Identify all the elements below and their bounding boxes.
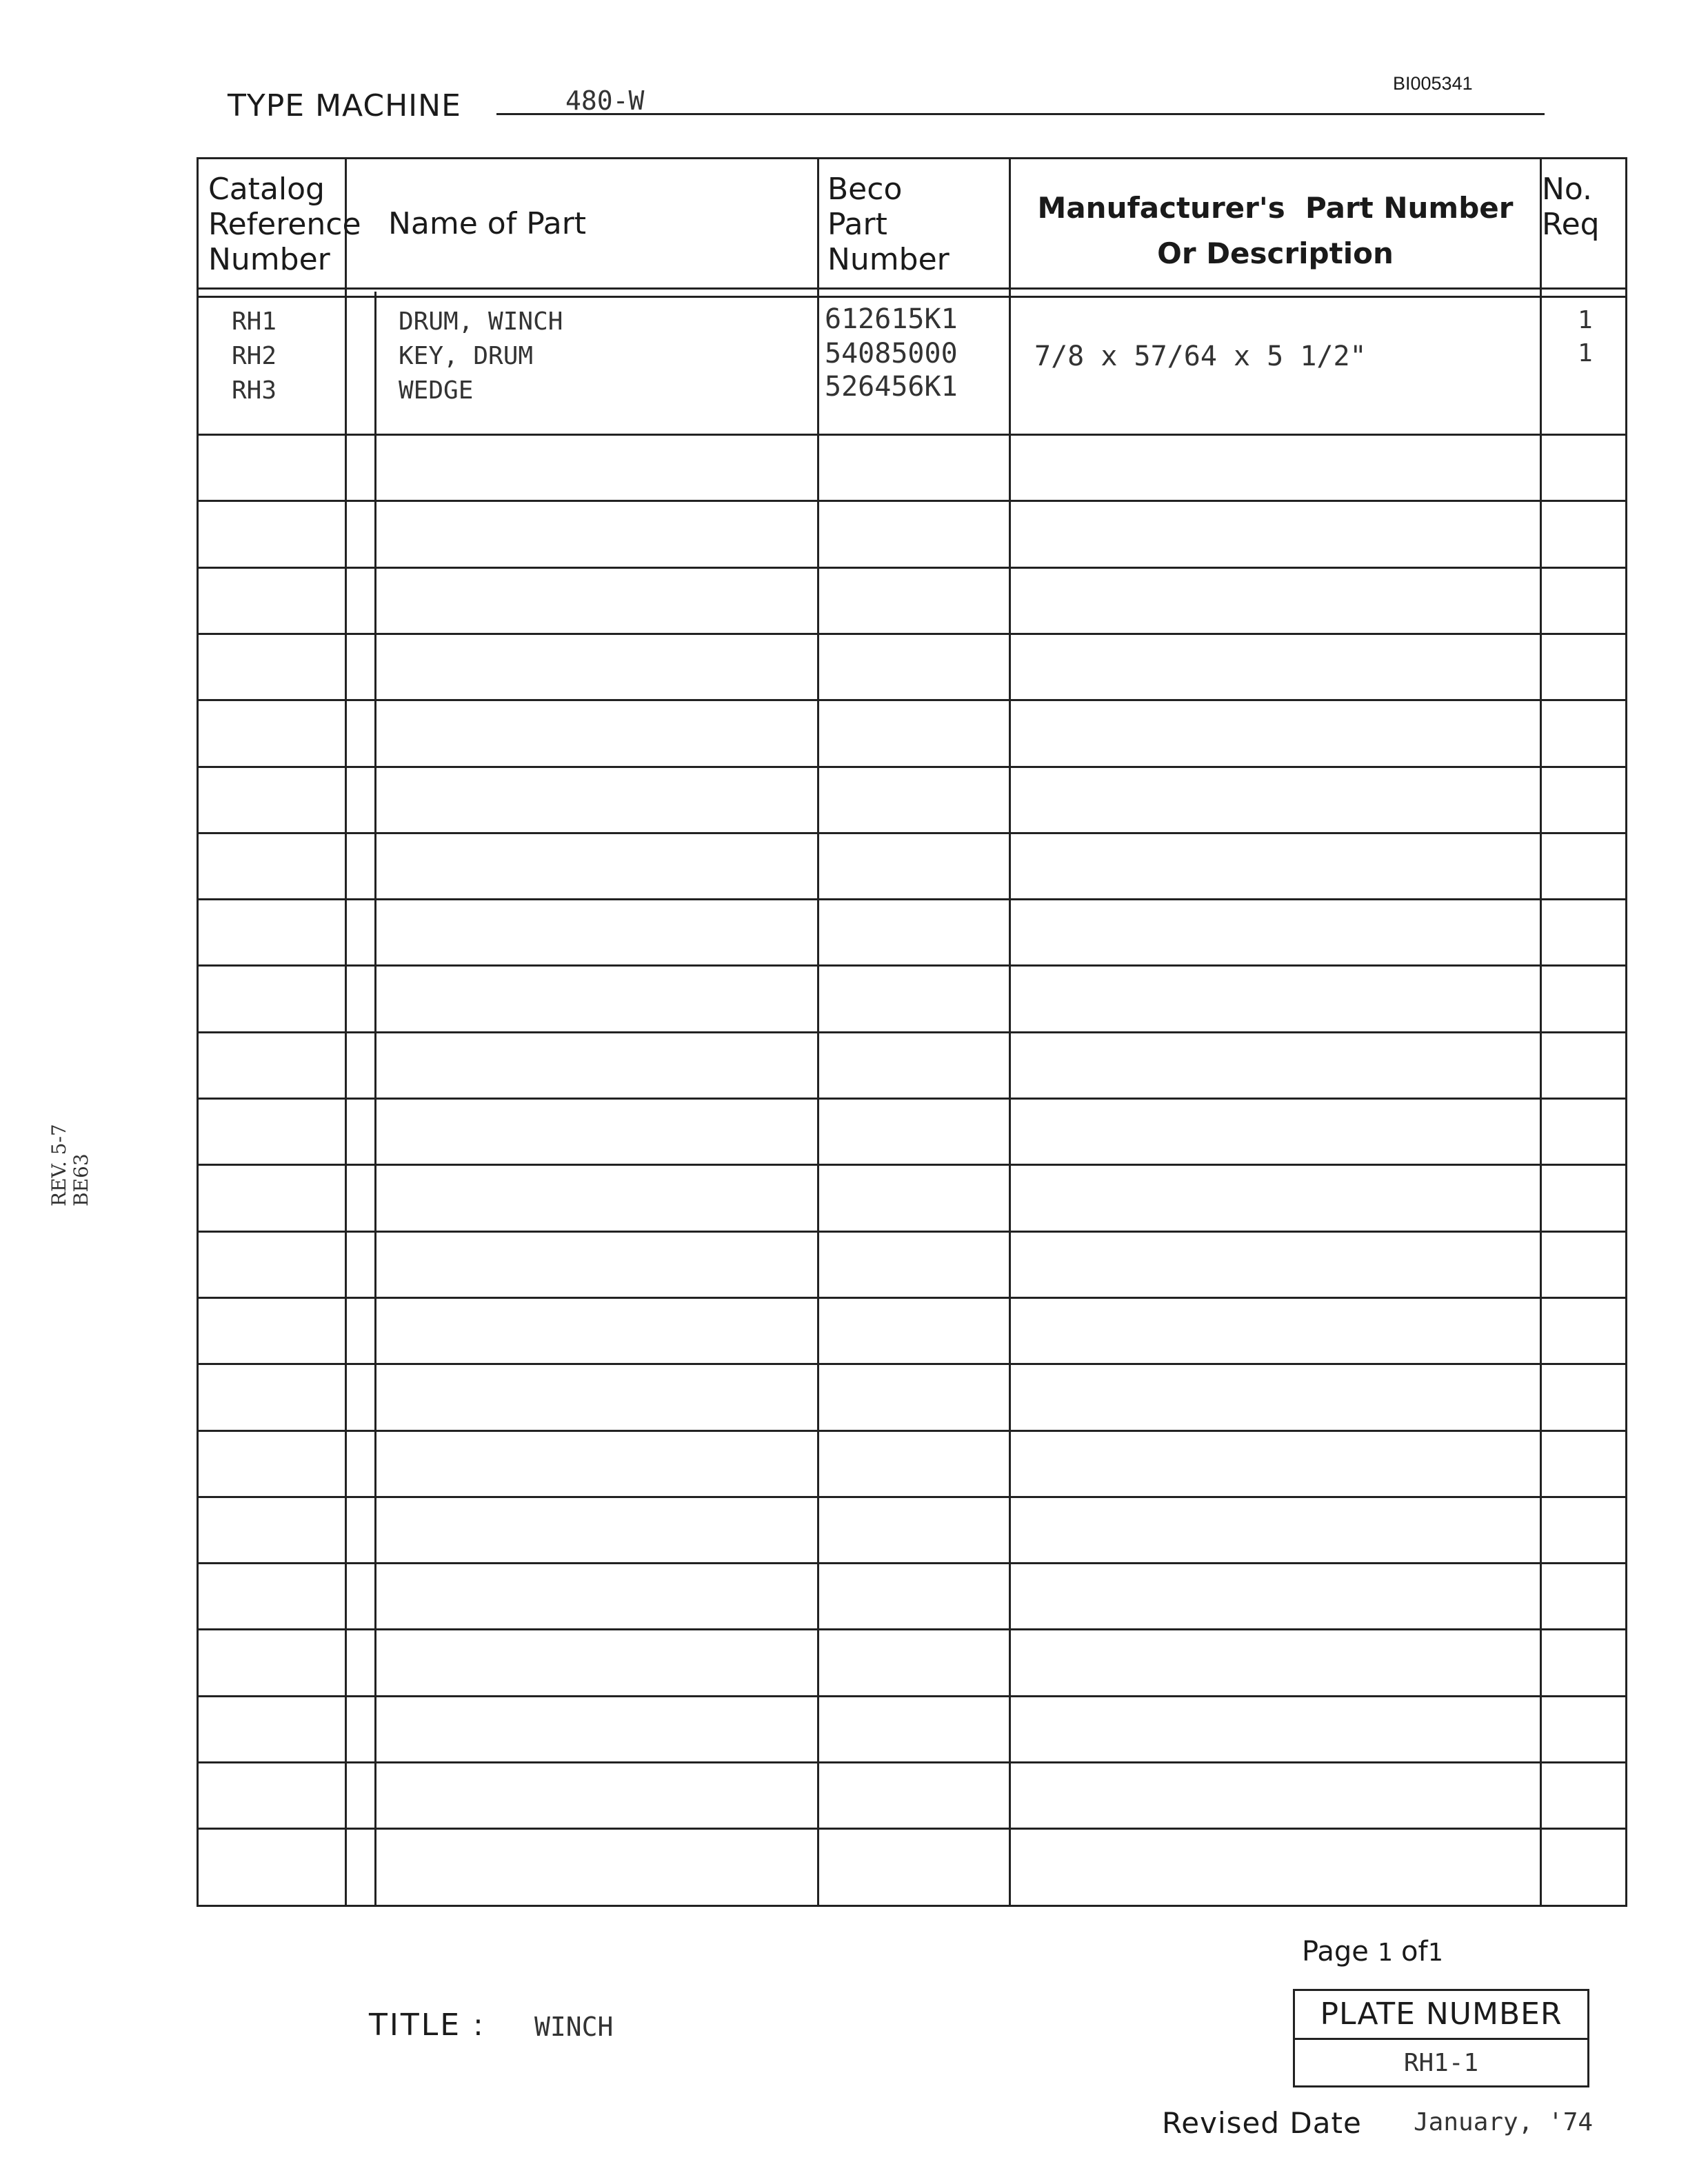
plate-number-box <box>1293 1989 1589 2087</box>
table-row-line <box>199 1496 1625 1498</box>
page-total: 1 <box>1427 1939 1443 1967</box>
side-note: REV. 5-7 BE63 <box>48 1124 92 1206</box>
page-info <box>1302 1936 1443 1968</box>
row-1-name: DRUM, WINCH <box>399 307 563 336</box>
row-3-name: WEDGE <box>399 376 474 405</box>
row-2-mfr: 7/8 x 57/64 x 5 1/2" <box>1034 341 1367 372</box>
revised-date-value: January, '74 <box>1414 2108 1594 2136</box>
table-row-line <box>199 832 1625 834</box>
table-row-line <box>199 1098 1625 1100</box>
row-3-beco: 526456K1 <box>825 371 958 403</box>
revised-date-label: Revised Date <box>1162 2106 1362 2140</box>
table-row-line <box>199 434 1625 436</box>
type-machine-line <box>496 113 1545 115</box>
header-divider <box>199 287 1625 290</box>
table-row-line <box>199 766 1625 768</box>
row-1-qty: 1 <box>1578 306 1593 334</box>
plate-number-label: PLATE NUMBER <box>1295 1991 1587 2040</box>
table-row-line <box>199 964 1625 967</box>
table-row-line <box>199 500 1625 502</box>
type-machine-value: 480-W <box>565 85 645 116</box>
table-row-line <box>199 699 1625 701</box>
header-manufacturer: Manufacturer's Part Number Or Description <box>1037 191 1514 270</box>
header-beco: Beco Part Number <box>827 172 950 277</box>
row-3-ref: RH3 <box>232 376 277 405</box>
row-2-beco: 54085000 <box>825 338 958 370</box>
plate-number-value: RH1-1 <box>1403 2049 1479 2077</box>
row-1-beco: 612615K1 <box>825 303 958 335</box>
table-row-line <box>199 633 1625 635</box>
header-catalog: Catalog Reference Number <box>208 172 361 277</box>
table-row-line <box>199 567 1625 569</box>
row-1-ref: RH1 <box>232 307 277 336</box>
title-label: TITLE : <box>369 2008 485 2043</box>
title-value: WINCH <box>534 2012 614 2042</box>
type-machine-label: TYPE MACHINE <box>228 88 461 123</box>
table-row-line <box>199 1164 1625 1166</box>
header-divider <box>199 296 1625 298</box>
header-name: Name of Part <box>388 206 587 241</box>
table-row-line <box>199 1628 1625 1630</box>
table-row-line <box>199 1562 1625 1564</box>
table-row-line <box>199 1231 1625 1233</box>
table-row-line <box>199 1297 1625 1299</box>
page-label: Page <box>1302 1936 1369 1968</box>
table-row-line <box>199 1695 1625 1697</box>
table-row-line <box>199 898 1625 900</box>
header-no-req: No. Req <box>1542 172 1600 242</box>
table-row-line <box>199 1430 1625 1432</box>
table-row-line <box>199 1828 1625 1830</box>
row-2-name: KEY, DRUM <box>399 342 534 370</box>
row-2-ref: RH2 <box>232 342 277 370</box>
page-number: 1 <box>1377 1939 1393 1967</box>
document-id: BI005341 <box>1393 73 1473 94</box>
parts-table <box>197 157 1627 1907</box>
row-2-qty: 1 <box>1578 339 1593 367</box>
page-of: of <box>1400 1936 1428 1968</box>
table-row-line <box>199 1761 1625 1763</box>
table-row-line <box>199 1363 1625 1365</box>
table-row-line <box>199 1031 1625 1033</box>
